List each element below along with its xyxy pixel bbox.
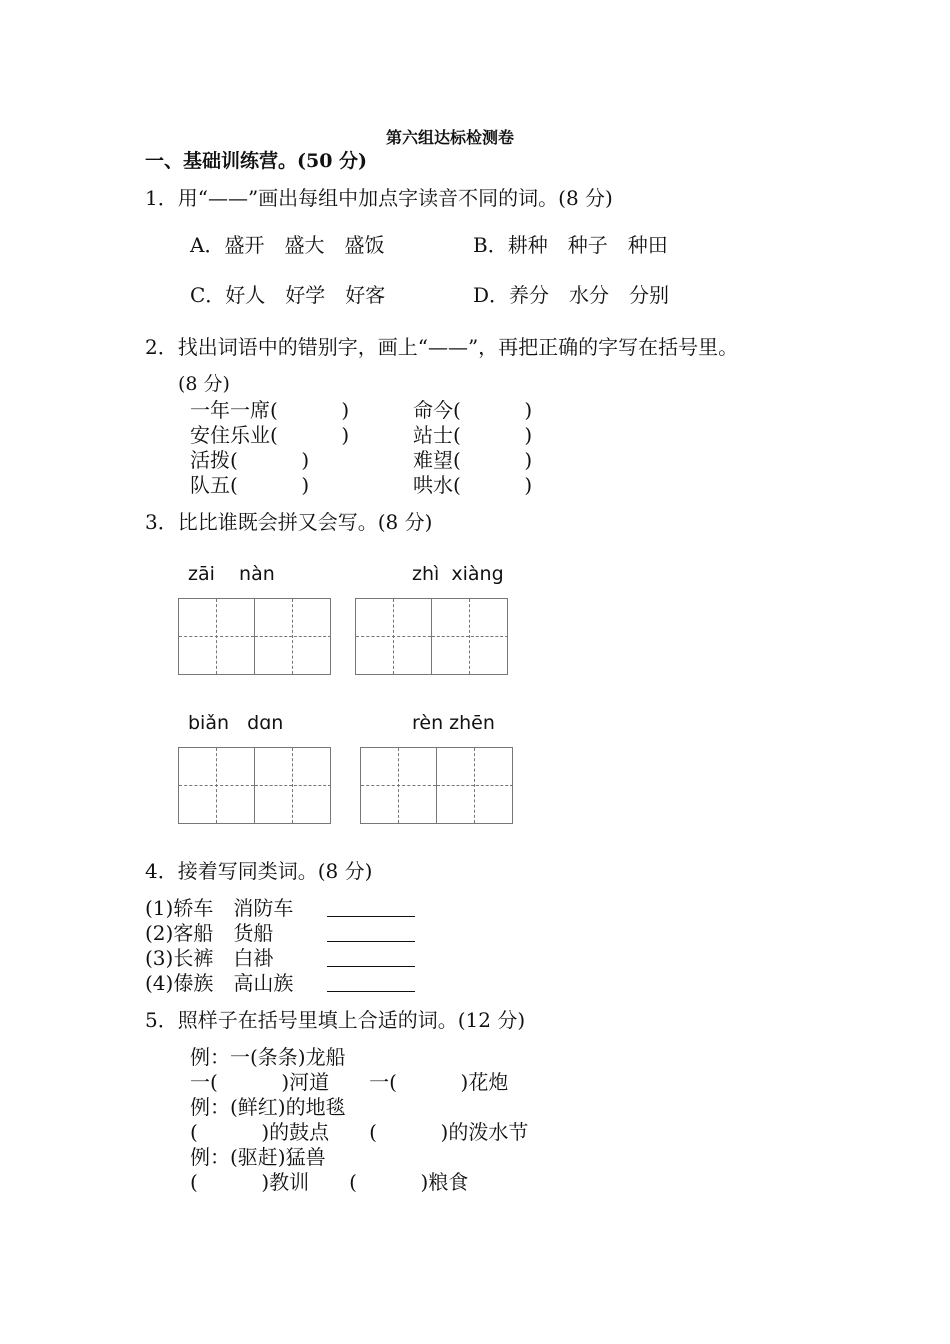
q2-item: 一年一席( ) <box>190 398 350 422</box>
q1-option-b: B．耕种 种子 种田 <box>473 233 668 257</box>
q5-line: 一( )河道 一( )花炮 <box>190 1070 509 1094</box>
q1-option-d: D．养分 水分 分别 <box>473 283 670 307</box>
pinyin-label: zhì xiàng <box>412 563 504 585</box>
question-1-prompt: 1．用“——”画出每组中加点字读音不同的词。(8 分) <box>145 186 613 210</box>
q2-item: 命今( ) <box>413 398 533 422</box>
q2-item: 哄水( ) <box>413 473 533 497</box>
q2-item: 站士( ) <box>413 423 533 447</box>
q5-line: 例：一(条条)龙船 <box>190 1045 346 1069</box>
writing-grid[interactable] <box>178 747 331 824</box>
question-5-prompt: 5．照样子在括号里填上合适的词。(12 分) <box>145 1008 526 1032</box>
writing-grid[interactable] <box>360 747 513 824</box>
q5-line: 例：(驱赶)猛兽 <box>190 1145 326 1169</box>
pinyin-label: zāi nàn <box>188 563 275 585</box>
answer-blank[interactable] <box>327 924 415 945</box>
question-4-prompt: 4．接着写同类词。(8 分) <box>145 859 373 883</box>
q5-line: ( )教训 ( )粮食 <box>190 1170 469 1194</box>
question-2-prompt: 2．找出词语中的错别字，画上“——”，再把正确的字写在括号里。 <box>145 335 739 359</box>
answer-blank[interactable] <box>327 974 415 995</box>
q2-item: 难望( ) <box>413 448 533 472</box>
q4-item: (1)轿车 消防车 <box>145 896 294 920</box>
q4-item: (2)客船 货船 <box>145 921 274 945</box>
q1-option-a: A．盛开 盛大 盛饭 <box>190 233 385 257</box>
q2-item: 队五( ) <box>190 473 310 497</box>
q5-line: 例：(鲜红)的地毯 <box>190 1095 346 1119</box>
answer-blank[interactable] <box>327 949 415 970</box>
pinyin-label: biǎn dɑn <box>188 712 284 734</box>
writing-grid[interactable] <box>178 598 331 675</box>
q1-option-c: C．好人 好学 好客 <box>190 283 386 307</box>
q4-item: (3)长裤 白褂 <box>145 946 274 970</box>
page-title: 第六组达标检测卷 <box>386 128 515 147</box>
section-heading: 一、基础训练营。(50 分) <box>145 150 368 172</box>
pinyin-label: rèn zhēn <box>412 712 495 734</box>
answer-blank[interactable] <box>327 899 415 920</box>
q4-item: (4)傣族 高山族 <box>145 971 294 995</box>
question-3-prompt: 3．比比谁既会拼又会写。(8 分) <box>145 510 433 534</box>
q2-item: 安住乐业( ) <box>190 423 350 447</box>
q2-item: 活拨( ) <box>190 448 310 472</box>
q5-line: ( )的鼓点 ( )的泼水节 <box>190 1120 529 1144</box>
question-2-score: (8 分) <box>178 373 230 395</box>
writing-grid[interactable] <box>355 598 508 675</box>
